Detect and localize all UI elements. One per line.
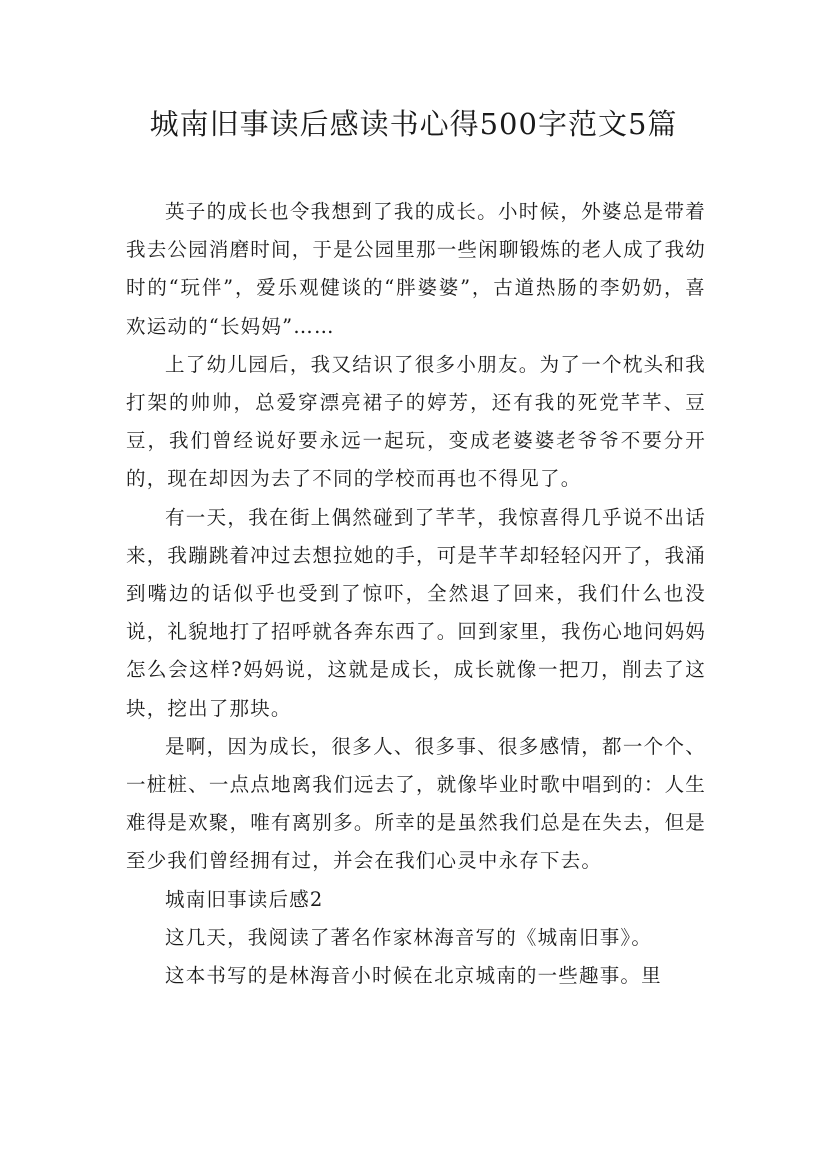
document-title: 城南旧事读后感读书心得500字范文5篇 bbox=[149, 107, 678, 141]
paragraph: 英子的成长也令我想到了我的成长。小时候，外婆总是带着我去公园消磨时间，于是公园里那一些闲聊锻炼的老人成了我幼时的“玩伴”，爱乐观健谈的“胖婆婆”，古道热肠的李奶奶，喜欢运动的“长妈妈”…… bbox=[126, 200, 706, 338]
paragraph: 这几天，我阅读了著名作家林海音写的《城南旧事》。 bbox=[165, 925, 653, 949]
document-body bbox=[126, 193, 706, 995]
paragraph: 上了幼儿园后，我又结识了很多小朋友。为了一个枕头和我打架的帅帅，总爱穿漂亮裙子的婷芳，还有我的死党芊芊、豆豆，我们曾经说好要永远一起玩，变成老婆婆老爷爷不要分开的，现在却因为去了不同的学校而再也不得见了。 bbox=[126, 352, 706, 491]
paragraph: 这本书写的是林海音小时候在北京城南的一些趣事。里 bbox=[165, 964, 662, 988]
paragraph: 有一天，我在街上偶然碰到了芊芊，我惊喜得几乎说不出话来，我蹦跳着冲过去想拉她的手，可是芊芊却轻轻闪开了，我涌到嘴边的话似乎也受到了惊吓，全然退了回来，我们什么也没说，礼貌地打了招呼就各奔东西了。回到家里，我伤心地问妈妈怎么会这样?妈妈说，这就是成长，成长就像一把刀，削去了这块，挖出了那块。 bbox=[126, 505, 706, 720]
paragraph: 是啊，因为成长，很多人、很多事、很多感情，都一个个、一桩桩、一点点地离我们远去了，就像毕业时歌中唱到的：人生难得是欢聚，唯有离别多。所幸的是虽然我们总是在失去，但是至少我们曾经拥有过，并会在我们心灵中永存下去。 bbox=[126, 734, 706, 873]
section-heading: 城南旧事读后感2 bbox=[165, 887, 324, 911]
